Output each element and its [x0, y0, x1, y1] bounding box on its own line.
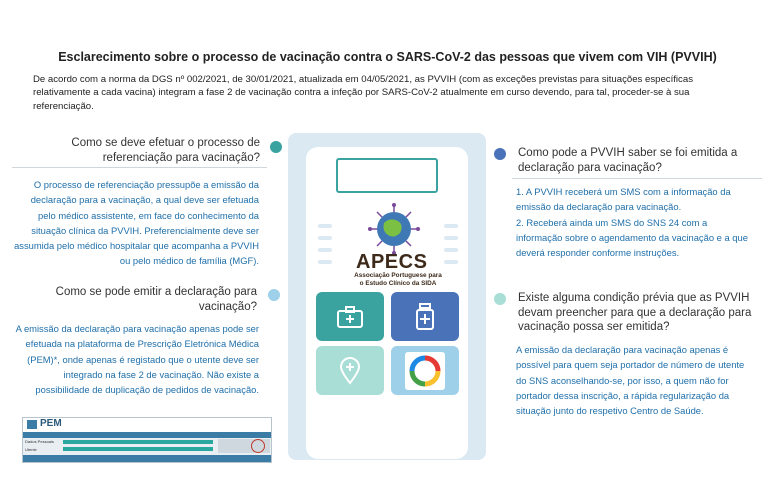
question-saber-declaracao: Como pode a PVVIH saber se foi emitida a declaração para vacinação? — [518, 147, 738, 174]
question-emitir-declaracao: Como se pode emitir a declaração para vacinação? — [55, 286, 257, 313]
divider — [512, 178, 762, 179]
answer-referenciacao: O processo de referenciação pressupõe a emissão da declaração para a vacinação, a qual deve ser efetuada pelo médico assistente, em face do conhecimento da situação clínica da PVVIH. Preferencialmente deve ser assumida pelo médico hospitalar que acompanha a PVVIH ou pelo médico de família (MGF). — [14, 179, 259, 267]
pem-label-utente: Utente — [25, 447, 37, 452]
bullet-dot-mint — [494, 293, 506, 305]
pem-logo-text: PEM — [40, 418, 62, 429]
apecs-logo-name: APECS — [356, 251, 428, 273]
tile-vaccine — [391, 292, 459, 341]
decor-line — [444, 248, 458, 252]
tile-sns24 — [391, 346, 459, 395]
question-referenciacao: Como se deve efetuar o processo de referenciação para vacinação? — [71, 137, 260, 164]
intro-paragraph: De acordo com a norma da DGS nº 002/2021, de 30/01/2021, atualizada em 04/05/2021, as PVVIH (com as exceções previstas para situações específicas relativamente a cada vacina) integram a fase 2 de vacinação contra a infeção por SARS-CoV-2 atualmente em curso devendo, para tal, proceder-se à sua referenciação. — [33, 74, 693, 112]
location-pin-icon — [339, 357, 361, 385]
answer-line-1: 1. A PVVIH receberá um SMS com a informação da emissão da declaração para vacinação. — [516, 186, 731, 213]
question-condicao-previa: Existe alguma condição prévia que as PVVIH devam preencher para que a declaração para vacinação possa ser emitida? — [518, 292, 752, 333]
answer-line-2: 2. Receberá ainda um SMS do SNS 24 com a informação sobre o agendamento da vacinação e a que deverá responder conforme instruções. — [516, 216, 748, 259]
decor-line — [318, 260, 332, 264]
apecs-virus-logo-icon — [366, 203, 422, 255]
phone-display-box — [336, 158, 438, 193]
pem-logo-icon — [27, 420, 37, 429]
pem-label-dados: Dados Pessoais — [25, 439, 54, 444]
bullet-dot-teal — [270, 141, 282, 153]
apecs-subtitle-line1: Associação Portuguese para — [354, 272, 442, 279]
apecs-subtitle-line2: o Estudo Clínico da SIDA — [359, 279, 437, 287]
bullet-dot-lightblue — [268, 289, 280, 301]
decor-line — [444, 224, 458, 228]
decor-line — [444, 236, 458, 240]
apecs-logo-subtitle — [338, 272, 458, 288]
bullet-dot-blue — [494, 148, 506, 160]
sns24-logo-icon — [403, 350, 447, 392]
answer-condicao-previa: A emissão da declaração para vacinação apenas é possível para quem seja portador de número de utente do SNS aconselhando-se, por isso, a quem não for portador dessa inscrição, a rápida regularização da situação junto do respetivo Centro de Saúde. — [516, 344, 745, 417]
page-title: Esclarecimento sobre o processo de vacinação contra o SARS-CoV-2 das pessoas que vivem com VIH (PVVIH) — [58, 50, 717, 64]
divider — [12, 167, 267, 168]
tile-medical-kit — [316, 292, 384, 341]
vaccine-bottle-icon — [414, 303, 436, 331]
decor-line — [318, 236, 332, 240]
pem-platform-screenshot — [22, 417, 272, 463]
decor-line — [444, 260, 458, 264]
pem-highlight-circle — [251, 439, 265, 453]
decor-line — [318, 248, 332, 252]
decor-line — [318, 224, 332, 228]
answer-saber-declaracao — [516, 184, 756, 260]
answer-emitir-declaracao: A emissão da declaração para vacinação apenas pode ser efetuada na plataforma de Prescrição Eletrónica Médica (PEM)*, onde apenas é registado que o utente deve ser integrado na fase 2 de vacinação. Não existe a possibilidade de duplicação de pedidos de vacinação. — [15, 323, 259, 396]
medical-kit-icon — [336, 305, 364, 329]
tile-location — [316, 346, 384, 395]
